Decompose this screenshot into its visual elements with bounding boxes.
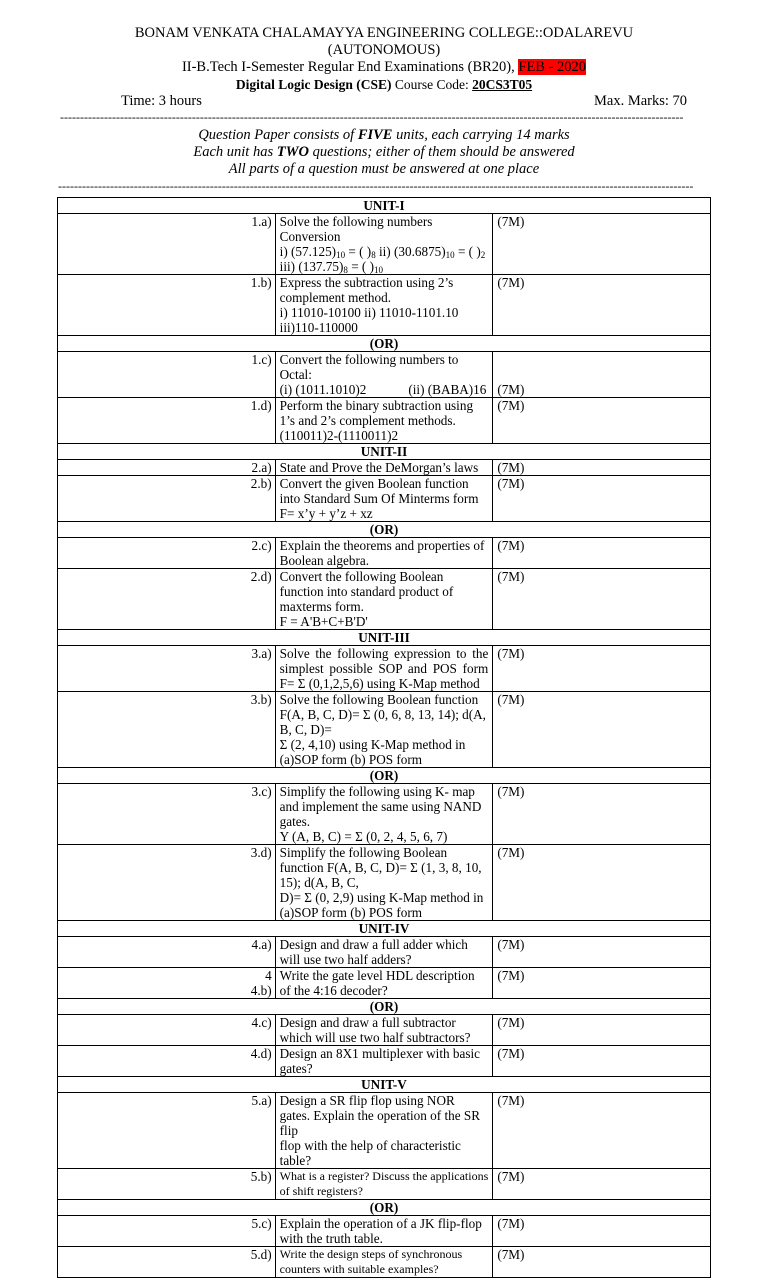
exam-time: Time: 3 hours <box>121 93 202 109</box>
course-code-label: Course Code: <box>394 77 469 92</box>
question-row: 5.d) Write the design steps of synchronous counters with suitable examples? (7M) <box>58 1247 711 1278</box>
exam-month: FEB - 2020 <box>518 59 587 75</box>
max-marks: Max. Marks: 70 <box>594 93 688 109</box>
subject-line <box>0 76 768 93</box>
unit-heading: UNIT-V <box>58 1077 711 1093</box>
question-row: 3.d) Simplify the following Boolean function F(A, B, C, D)= Σ (1, 3, 8, 10, 15); d(A, B, C, D)= Σ (0, 2,9) using K-Map method in (a)SOP form (b) POS form (7M) <box>58 845 711 921</box>
question-row: 3.c) Simplify the following using K- map and implement the same using NAND gates. Y (A, B, C) = Σ (0, 2, 4, 5, 6, 7) (7M) <box>58 784 711 845</box>
question-row: 1.c) Convert the following numbers to Octal: (i) (1011.1010)2 (ii) (BABA)16 (7M) <box>58 352 711 398</box>
autonomous-label: (AUTONOMOUS) <box>327 42 441 58</box>
exam-prefix: II-B.Tech I-Semester Regular End Examinations (BR20), <box>181 59 515 75</box>
subject-name: Digital Logic Design (CSE) <box>235 77 392 92</box>
question-row: 4.d) Design an 8X1 multiplexer with basic gates? (7M) <box>58 1046 711 1077</box>
instruction-3: All parts of a question must be answered at one place <box>228 161 540 177</box>
question-row: 4.c) Design and draw a full subtractor which will use two half subtractors? (7M) <box>58 1015 711 1046</box>
or-separator: (OR) <box>58 999 711 1015</box>
unit-heading: UNIT-III <box>58 630 711 646</box>
unit-heading: UNIT-I <box>58 198 711 214</box>
question-table <box>57 197 711 1278</box>
question-row: 3.a) Solve the following expression to the simplest possible SOP and POS form F= Σ (0,1,2,5,6) using K-Map method (7M) <box>58 646 711 692</box>
unit-heading: UNIT-II <box>58 444 711 460</box>
divider-bottom: --------------------------------------------------------------------------------------------------------------------------------------------------------------- <box>58 180 694 192</box>
question-row: 4 4.b) Write the gate level HDL description of the 4:16 decoder? (7M) <box>58 968 711 999</box>
question-row: 4.a) Design and draw a full adder which will use two half adders? (7M) <box>58 937 711 968</box>
question-row: 5.b) What is a register? Discuss the applications of shift registers? (7M) <box>58 1169 711 1200</box>
or-separator: (OR) <box>58 1200 711 1216</box>
college-name: BONAM VENKATA CHALAMAYYA ENGINEERING COLLEGE::ODALAREVU <box>134 25 634 41</box>
question-row: 1.b) Express the subtraction using 2’s complement method. i) 11010-10100 ii) 11010-1101.10 iii)110-110000 (7M) <box>58 275 711 336</box>
question-row: 2.c) Explain the theorems and properties of Boolean algebra. (7M) <box>58 538 711 569</box>
question-row: 5.c) Explain the operation of a JK flip-flop with the truth table. (7M) <box>58 1216 711 1247</box>
question-row: 2.d) Convert the following Boolean function into standard product of maxterms form. F = A'B+C+B'D' (7M) <box>58 569 711 630</box>
question-row: 5.a) Design a SR flip flop using NOR gates. Explain the operation of the SR flip flop with the help of characteristic table? (7M) <box>58 1093 711 1169</box>
question-row: 3.b) Solve the following Boolean function F(A, B, C, D)= Σ (0, 6, 8, 13, 14); d(A, B, C, D)= Σ (2, 4,10) using K-Map method in (a)SOP form (b) POS form (7M) <box>58 692 711 768</box>
unit-heading: UNIT-IV <box>58 921 711 937</box>
instruction-2: Each unit has TWO questions; either of them should be answered <box>193 144 575 160</box>
divider-top: ------------------------------------------------------------------------------------------------------------------------------------------------------------ <box>60 111 684 123</box>
or-separator: (OR) <box>58 336 711 352</box>
instruction-1: Question Paper consists of FIVE units, each carrying 14 marks <box>198 127 570 143</box>
question-row: 1.d) Perform the binary subtraction using 1’s and 2’s complement methods. (110011)2-(1110011)2 (7M) <box>58 398 711 444</box>
question-row: 2.a) State and Prove the DeMorgan’s laws (7M) <box>58 460 711 476</box>
course-code: 20CS3T05 <box>472 77 533 92</box>
question-row: 2.b) Convert the given Boolean function into Standard Sum Of Minterms form F= x’y + y’z + xz (7M) <box>58 476 711 522</box>
or-separator: (OR) <box>58 768 711 784</box>
question-row: 1.a) Solve the following numbers Conversion i) $(57.125)_{10}$ = ( )$_8$ ii) $(30.6875)_{10}$ = ( )$_2$ iii) $(137.75)_8$ = ( )$_{10}$ (7M) <box>58 214 711 275</box>
or-separator: (OR) <box>58 522 711 538</box>
exam-title <box>0 59 768 76</box>
